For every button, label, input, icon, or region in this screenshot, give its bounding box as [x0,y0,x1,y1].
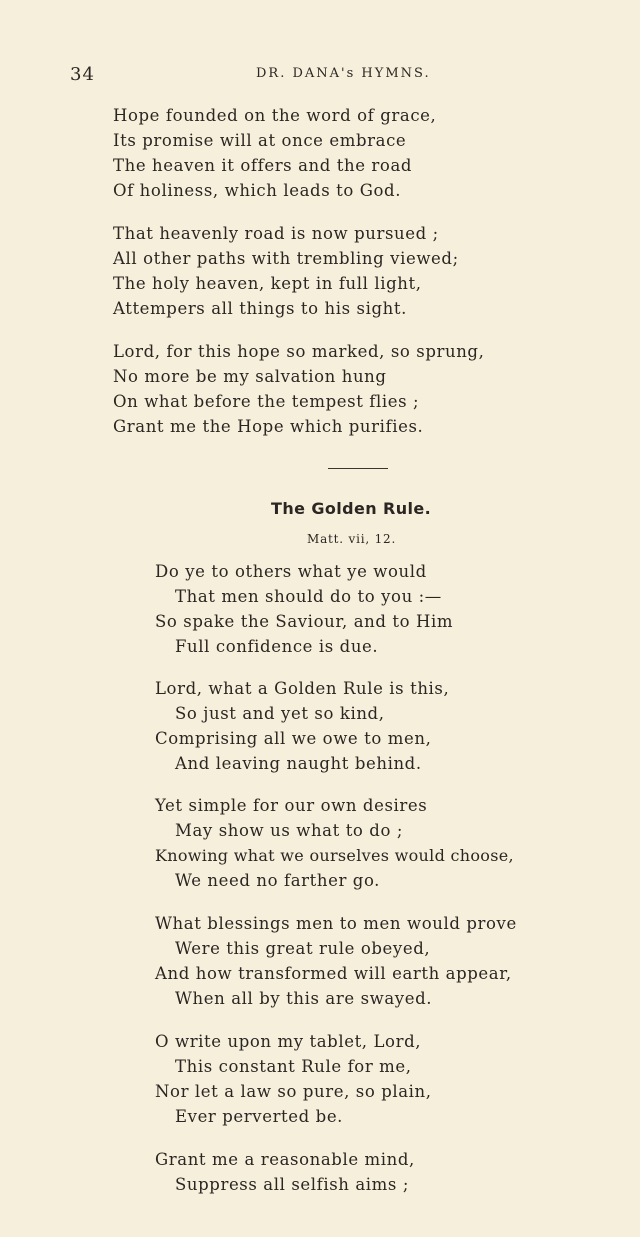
poem-line: The holy heaven, kept in full light, [113,274,422,293]
poem-line: Suppress all selfish aims ; [175,1175,409,1194]
poem-line: That men should do to you :— [175,587,442,606]
poem-line: Do ye to others what ye would [155,562,427,581]
poem-line: This constant Rule for me, [175,1057,412,1076]
section-divider [328,468,388,469]
poem-line: May show us what to do ; [175,821,404,840]
poem-line: And how transformed will earth appear, [155,964,512,983]
poem-line: On what before the tempest flies ; [113,392,420,411]
poem-line: So just and yet so kind, [175,704,385,723]
poem-line: That heavenly road is now pursued ; [113,224,439,243]
poem-line: Lord, what a Golden Rule is this, [155,679,450,698]
page-number: 34 [70,64,95,85]
poem-line: All other paths with trembling viewed; [113,249,459,268]
poem-line: O write upon my tablet, Lord, [155,1032,422,1051]
poem-line: Attempers all things to his sight. [113,299,407,318]
scripture-reference: Matt. vii, 12. [307,532,397,546]
poem-line: So spake the Saviour, and to Him [155,612,454,631]
hymn-title: The Golden Rule. [271,499,432,518]
poem-line: No more be my salvation hung [113,367,387,386]
poem-line: We need no farther go. [175,871,381,890]
poem-line: Nor let a law so pure, so plain, [155,1082,432,1101]
poem-line: Grant me a reasonable mind, [155,1150,415,1169]
poem-line: Its promise will at once embrace [113,131,407,150]
poem-line: Comprising all we owe to men, [155,729,432,748]
poem-line: Full confidence is due. [175,637,379,656]
poem-line: What blessings men to men would prove [155,914,517,933]
poem-line: Yet simple for our own desires [155,796,428,815]
poem-line: Lord, for this hope so marked, so sprung, [113,342,485,361]
poem-line: The heaven it offers and the road [113,156,413,175]
poem-line: Hope founded on the word of grace, [113,106,437,125]
poem-line: Grant me the Hope which purifies. [113,417,424,436]
poem-line: Of holiness, which leads to God. [113,181,402,200]
poem-line: When all by this are swayed. [175,989,433,1008]
poem-line: And leaving naught behind. [175,754,422,773]
poem-line: Ever perverted be. [175,1107,344,1126]
poem-line: Were this great rule obeyed, [175,939,431,958]
running-head: DR. DANA's HYMNS. [256,66,431,81]
poem-line: Knowing what we ourselves would choose, [155,846,514,865]
